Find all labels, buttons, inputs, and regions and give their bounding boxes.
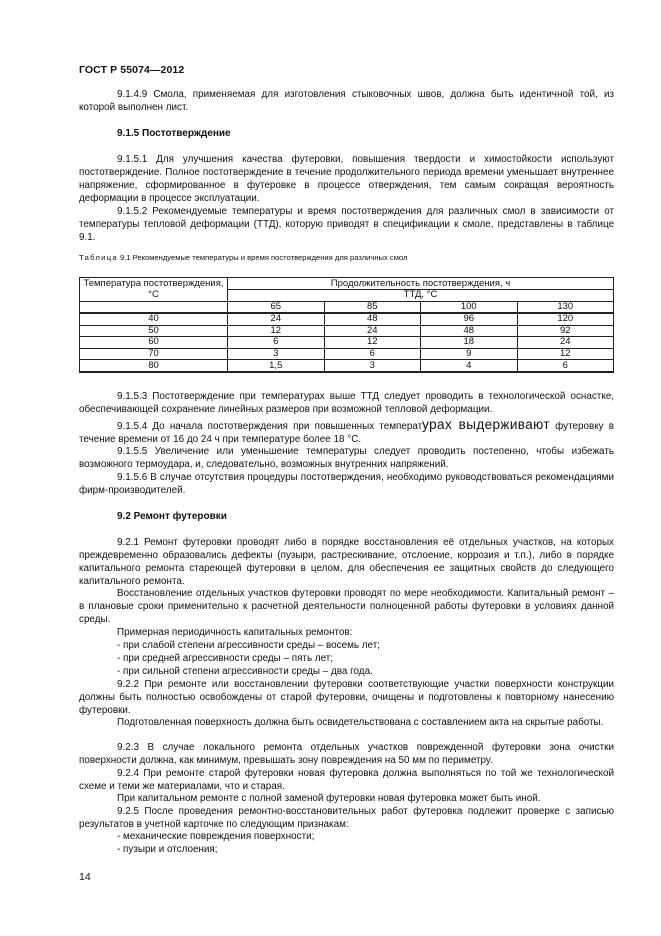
table-cell: 96 — [421, 313, 518, 325]
paragraph-9-1-5-3: 9.1.5.3 Постотверждение при температурах выше ТТД следует проводить в технологической оснастке, обеспечивающей сохранение линейных размеров при возможной тепловой деформации. — [79, 391, 614, 416]
paragraph-9-1-5-4 — [79, 418, 614, 446]
table-cell: 12 — [324, 337, 421, 349]
table-cell: 4 — [421, 360, 518, 373]
table-caption-text: 9.1 Рекомендуемые температуры и время постотверждения для различных смол — [117, 253, 408, 262]
table-caption-label: Таблица — [79, 253, 118, 262]
paragraph-9-1-4-9: 9.1.4.9 Смола, применяемая для изготовления стыковочных швов, должна быть идентичной той, из которой выполнен лист. — [79, 89, 614, 114]
table-row — [80, 325, 614, 337]
table-header-duration: Продолжительность постотверждения, ч — [228, 278, 614, 290]
table-header-ttd-value: 65 — [228, 301, 325, 313]
table-cell-temperature: 50 — [80, 325, 228, 337]
table-cell: 24 — [517, 337, 614, 349]
paragraph-9-1-5-5: 9.1.5.5 Увеличение или уменьшение температуры следует проводить постепенно, чтобы избежать возможного термоудара, и, следовательно, возможных внутренних напряжений. — [79, 446, 614, 471]
paragraph-9-2-2: 9.2.2 При ремонте или восстановлении футеровки соответствующие участки поверхности конструкции должны быть полностью освобождены от старой футеровки, очищены и подготовлены к повторному нанесению футеровки. — [79, 679, 614, 717]
paragraph-act: Подготовленная поверхность должна быть освидетельствована с составлением акта на скрытые работы. — [117, 717, 604, 728]
postcure-table — [79, 277, 614, 373]
paragraph-9-1-5-4-part-c: футеровку в течение времени от 16 до 24 ч при температуре более 18 °С. — [79, 421, 614, 446]
table-cell: 18 — [421, 337, 518, 349]
table-header-ttd-value: 130 — [517, 301, 614, 313]
page-number: 14 — [79, 871, 91, 883]
list-item: - пузыри и отслоения; — [117, 844, 218, 855]
table-cell-temperature: 70 — [80, 348, 228, 360]
paragraph-capital-repair: При капитальном ремонте с полной заменой футеровки новая футеровка может быть иной. — [117, 793, 541, 804]
paragraph-9-1-5-4-part-b: урах выдерживают — [422, 417, 550, 432]
table-header-temperature: Температура постотверждения, °С — [80, 278, 228, 302]
table-cell: 24 — [228, 313, 325, 325]
paragraph-9-2-3: 9.2.3 В случае локального ремонта отдельных участков поврежденной футеровки зона очистки поверхности должна, как минимум, превышать зону повреждения на 50 мм по периметру. — [79, 742, 614, 767]
table-caption — [79, 253, 614, 262]
table-row — [80, 337, 614, 349]
heading-9-1-5: 9.1.5 Постотверждение — [117, 128, 231, 139]
paragraph-9-2-1-b: Восстановление отдельных участков футеровки проводят по мере необходимости. Капитальный ремонт – в плановые сроки применительно к расчетной деятельности полноценной работы футеровки в условиях данной среды. — [79, 588, 614, 626]
list-item: - механические повреждения поверхности; — [117, 831, 315, 842]
list-item: - при сильной степени агрессивности среды – два года. — [117, 666, 373, 677]
table-header-ttd: ТТД, °С — [228, 290, 614, 302]
paragraph-periodicity: Примерная периодичность капитальных ремонтов: — [117, 627, 353, 638]
table-cell: 12 — [517, 348, 614, 360]
table-cell: 1,5 — [228, 360, 325, 373]
table-cell: 120 — [517, 313, 614, 325]
table-cell: 6 — [517, 360, 614, 373]
table-cell: 12 — [228, 325, 325, 337]
paragraph-9-1-5-6: 9.1.5.6 В случае отсутствия процедуры постотверждения, необходимо руководствоваться рекомендациями фирм-производителей. — [79, 472, 614, 497]
table-row — [80, 313, 614, 325]
table-row — [80, 348, 614, 360]
paragraph-9-1-5-2: 9.1.5.2 Рекомендуемые температуры и время постотверждения для различных смол в зависимости от температуры тепловой деформации (ТТД), которую приводят в спецификации к смоле, представлены в таблице 9.1. — [79, 206, 614, 244]
table-row — [80, 360, 614, 373]
table-cell: 48 — [421, 325, 518, 337]
table-cell: 3 — [324, 360, 421, 373]
document-header: ГОСТ Р 55074—2012 — [79, 64, 185, 76]
table-cell: 24 — [324, 325, 421, 337]
paragraph-9-2-5: 9.2.5 После проведения ремонтно-восстановительных работ футеровка подлежит проверке с записью результатов в учетной карточке по следующим признакам: — [79, 806, 614, 831]
table-cell: 6 — [228, 337, 325, 349]
table-cell: 3 — [228, 348, 325, 360]
table-cell: 92 — [517, 325, 614, 337]
table-cell: 6 — [324, 348, 421, 360]
table-cell-temperature: 60 — [80, 337, 228, 349]
paragraph-9-2-4: 9.2.4 При ремонте старой футеровки новая футеровка должна выполняться по той же технологической схеме и теми же материалами, что и старая. — [79, 768, 614, 793]
heading-9-2: 9.2 Ремонт футеровки — [117, 511, 227, 522]
table-cell-temperature: 80 — [80, 360, 228, 373]
table-header-ttd-value: 85 — [324, 301, 421, 313]
table-cell-temperature: 40 — [80, 313, 228, 325]
paragraph-9-1-5-1: 9.1.5.1 Для улучшения качества футеровки, повышения твердости и химостойкости используют постотверждение. Полное постотверждение в течение продолжительного периода времени уменьшает внутреннее напряжение, сформированное в футеровке в процессе отверждения, тем самым сокращая вероятность деформации в процессе эксплуатации. — [79, 154, 614, 205]
list-item: - при средней агрессивности среды – пять лет; — [117, 653, 334, 664]
paragraph-9-2-1: 9.2.1 Ремонт футеровки проводят либо в порядке восстановления её отдельных участков, на которых преждевременно образовались дефекты (пузыри, растрескивание, отслоение, коррозия и т.п.), либо в порядке капитального ремонта стареющей футеровки в целом, для обеспечения ее защитных свойств до следующего капитального ремонта. — [79, 537, 614, 588]
list-item: - при слабой степени агрессивности среды – восемь лет; — [117, 640, 380, 651]
table-header-empty — [80, 301, 228, 313]
table-cell: 9 — [421, 348, 518, 360]
table-header-ttd-value: 100 — [421, 301, 518, 313]
paragraph-9-1-5-4-part-a: 9.1.5.4 До начала постотверждения при повышенных температ — [117, 421, 423, 432]
table-cell: 48 — [324, 313, 421, 325]
